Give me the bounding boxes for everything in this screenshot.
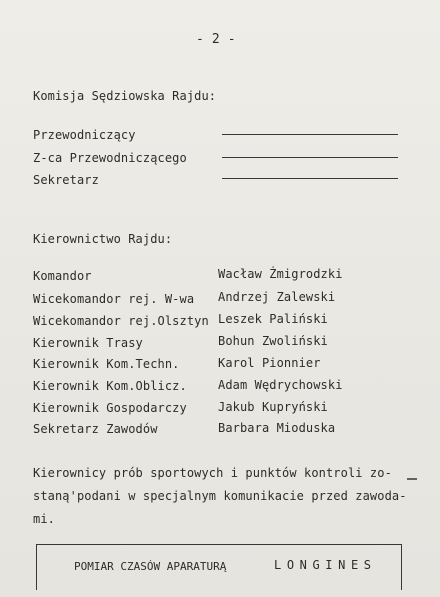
ink-smudge bbox=[407, 478, 417, 480]
management-name: Leszek Paliński bbox=[218, 312, 328, 326]
management-name: Bohun Zwoliński bbox=[218, 334, 328, 348]
commission-heading: Komisja Sędziowska Rajdu: bbox=[33, 89, 217, 103]
page-number: - 2 - bbox=[196, 32, 236, 47]
commission-role: Z-ca Przewodniczącego bbox=[33, 151, 187, 165]
management-name: Barbara Mioduska bbox=[218, 421, 336, 435]
management-name: Andrzej Zalewski bbox=[218, 290, 336, 304]
note-line: Kierownicy prób sportowych i punktów kontroli zo- bbox=[33, 466, 392, 480]
timing-label: POMIAR CZASÓW APARATURĄ bbox=[74, 560, 227, 573]
management-name: Karol Pionnier bbox=[218, 356, 321, 370]
timing-box bbox=[36, 544, 402, 590]
management-role: Kierownik Trasy bbox=[33, 336, 143, 350]
management-name: Wacław Żmigrodzki bbox=[218, 267, 343, 281]
signature-line bbox=[222, 157, 398, 158]
management-role: Wicekomandor rej.Olsztyn bbox=[33, 314, 209, 328]
signature-line bbox=[222, 178, 398, 179]
management-role: Wicekomandor rej. W-wa bbox=[33, 292, 195, 306]
commission-role: Sekretarz bbox=[33, 173, 99, 187]
management-name: Adam Wędrychowski bbox=[218, 378, 343, 392]
commission-role: Przewodniczący bbox=[33, 128, 136, 142]
management-heading: Kierownictwo Rajdu: bbox=[33, 232, 173, 246]
note-line: mi. bbox=[33, 512, 55, 526]
timing-brand: LONGINES bbox=[274, 558, 377, 572]
management-role: Kierownik Gospodarczy bbox=[33, 401, 187, 415]
note-line: staną'podani w specjalnym komunikacie przed zawoda- bbox=[33, 489, 407, 503]
management-role: Kierownik Kom.Oblicz. bbox=[33, 379, 187, 393]
management-role: Kierownik Kom.Techn. bbox=[33, 357, 180, 371]
management-role: Sekretarz Zawodów bbox=[33, 422, 158, 436]
management-name: Jakub Kupryński bbox=[218, 400, 328, 414]
management-role: Komandor bbox=[33, 269, 92, 283]
signature-line bbox=[222, 134, 398, 135]
